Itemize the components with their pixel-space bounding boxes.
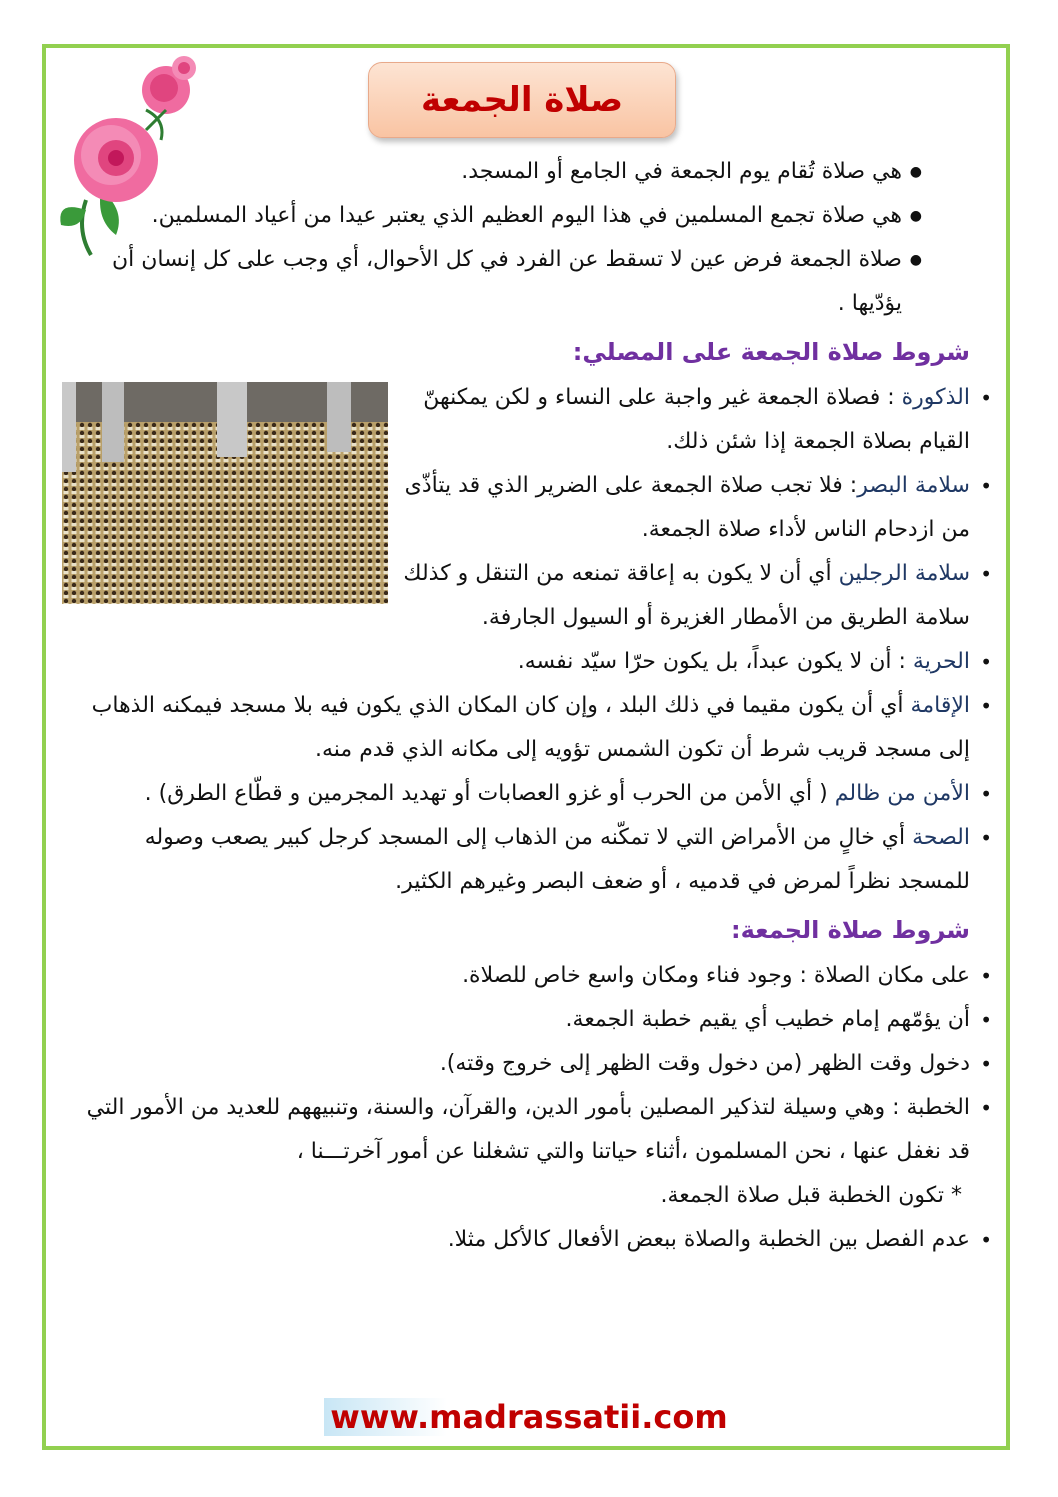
- condition-term: الإقامة: [910, 693, 970, 718]
- list-item: [70, 552, 970, 640]
- condition-text: : فصلاة الجمعة غير واجبة على النساء و لكن يمكنهنّ القيام بصلاة الجمعة إذا شئن ذلك.: [423, 385, 970, 454]
- condition-text: أي أن لا يكون به إعاقة تمنعه من التنقل و كذلك سلامة الطريق من الأمطار الغزيرة أو السيول الجارفة.: [403, 561, 970, 630]
- list-item: [70, 1086, 970, 1218]
- list-item: • أن يؤمّهم إمام خطيب أي يقيم خطبة الجمعة.: [70, 998, 970, 1042]
- list-item: [70, 816, 970, 904]
- condition-text: : أن لا يكون عبداً، بل يكون حرّا سيّد نفسه.: [517, 649, 913, 674]
- condition-term: الأمن من ظالم: [834, 781, 970, 806]
- list-item: • على مكان الصلاة : وجود فناء ومكان واسع خاص للصلاة.: [70, 954, 970, 998]
- page-title: صلاة الجمعة: [420, 80, 624, 120]
- list-item: [70, 684, 970, 772]
- title-banner: [368, 62, 676, 138]
- section-title-friday-conditions: شروط صلاة الجمعة:: [731, 916, 970, 944]
- condition-term: الصحة: [912, 825, 970, 850]
- list-item: • عدم الفصل بين الخطبة والصلاة ببعض الأفعال كالأكل مثلا.: [70, 1218, 970, 1262]
- list-item: • دخول وقت الظهر (من دخول وقت الظهر إلى خروج وقته).: [70, 1042, 970, 1086]
- list-item: [70, 376, 970, 464]
- worshipper-conditions-list: [70, 376, 970, 904]
- condition-text: أي خالٍ من الأمراض التي لا تمكّنه من الذهاب إلى المسجد كرجل كبير يصعب وصوله للمسجد نظراً لمرض في قدميه ، أو ضعف البصر وغيرهم الكثير.: [144, 825, 970, 894]
- condition-term: الحرية: [912, 649, 970, 674]
- sermon-note: * تكون الخطبة قبل صلاة الجمعة.: [660, 1183, 962, 1208]
- intro-item: ● صلاة الجمعة فرض عين لا تسقط عن الفرد في كل الأحوال، أي وجب على كل إنسان أن يؤدّيها .: [70, 238, 970, 326]
- condition-text: أي أن يكون مقيما في ذلك البلد ، وإن كان المكان الذي يكون فيه بلا مسجد فيمكنه الذهاب إلى مسجد قريب شرط أن تكون الشمس تؤويه إلى مكانه الذي قدم منه.: [91, 693, 970, 762]
- main-content: [70, 150, 970, 1262]
- condition-term: سلامة الرجلين: [838, 561, 970, 586]
- list-item: [70, 464, 970, 552]
- website-watermark: [0, 1398, 1058, 1436]
- list-item: [70, 640, 970, 684]
- watermark-text: www.madrassatii.com: [330, 1398, 728, 1436]
- condition-term: سلامة البصر: [857, 473, 970, 498]
- intro-item: ● هي صلاة تُقام يوم الجمعة في الجامع أو المسجد.: [70, 150, 970, 194]
- intro-list: [70, 150, 970, 326]
- intro-item: ● هي صلاة تجمع المسلمين في هذا اليوم العظيم الذي يعتبر عيدا من أعياد المسلمين.: [70, 194, 970, 238]
- condition-text: : فلا تجب صلاة الجمعة على الضرير الذي قد يتأذّى من ازدحام الناس لأداء صلاة الجمعة.: [404, 473, 970, 542]
- list-item: [70, 772, 970, 816]
- sermon-text: الخطبة : وهي وسيلة لتذكير المصلين بأمور الدين، والقرآن، والسنة، وتنبيههم للعديد من الأمور التي قد نغفل عنها ، نحن المسلمون ،أثناء حياتنا والتي تشغلنا عن أمور آخرتـــنا ،: [86, 1095, 970, 1164]
- friday-conditions-list: [70, 954, 970, 1262]
- condition-term: الذكورة: [901, 385, 970, 410]
- section-title-conditions-worshipper: شروط صلاة الجمعة على المصلي:: [572, 338, 970, 366]
- condition-text: ( أي الأمن من الحرب أو غزو العصابات أو تهديد المجرمين و قطّاع الطرق) .: [144, 781, 835, 806]
